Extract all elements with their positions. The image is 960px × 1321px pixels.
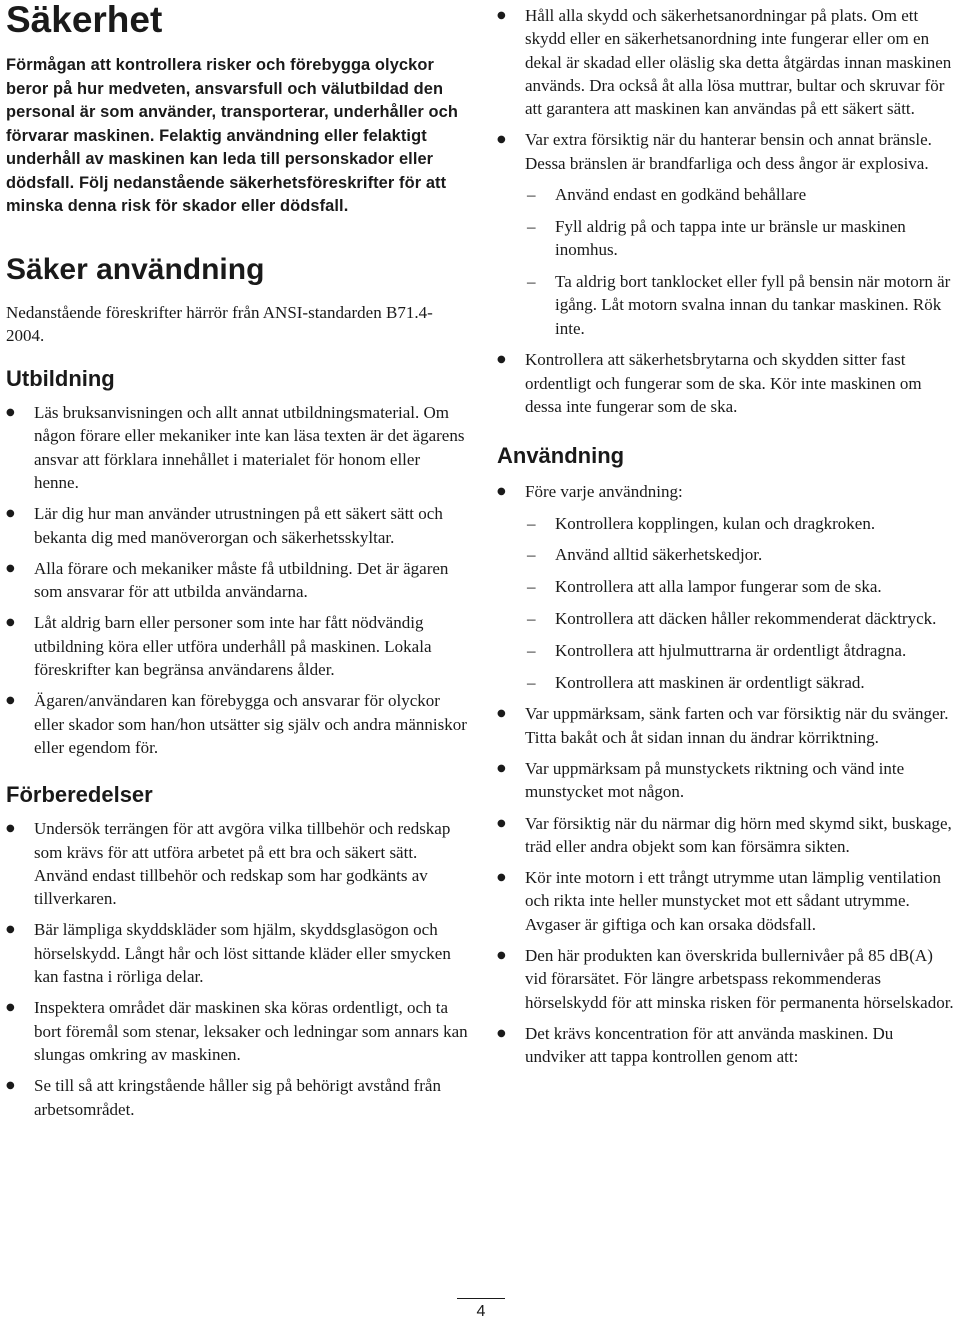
- list-item: ● Lär dig hur man använder utrustningen på ett säkert sätt och bekanta dig med manöverorgan och säkerhetsskyltar.: [6, 504, 443, 547]
- preparation-heading: Förberedelser: [6, 782, 153, 808]
- list-item: ● Bär lämpliga skyddskläder som hjälm, skyddsglasögon och hörselskydd. Långt hår och löst sittande kläder eller smycken kan fastna i rörliga delar.: [6, 920, 451, 987]
- list-item: ● Kör inte motorn i ett trångt utrymme utan lämplig ventilation och rikta inte heller munstycket mot ett sådant utrymme. Avgaser är giftiga och kan orsaka dödsfall.: [497, 868, 941, 934]
- list-item: – Fyll aldrig på och tappa inte ur bränsle ur maskinen inomhus.: [527, 216, 906, 260]
- preparation-list: [6, 817, 468, 1121]
- preparation-final-list: [497, 348, 957, 418]
- list-item: ● Var uppmärksam, sänk farten och var försiktig när du svänger. Titta bakåt och åt sidan innan du ändrar körriktning.: [497, 704, 949, 747]
- right-column: [497, 4, 957, 1076]
- operation-heading: Användning: [497, 443, 625, 469]
- footer-rule: [457, 1298, 505, 1299]
- list-item: – Kontrollera att däcken håller rekommenderat däcktryck.: [527, 608, 937, 628]
- list-item: ● Den här produkten kan överskrida bullernivåer på 85 dB(A) vid förarsätet. För längre arbetspass rekommenderas hörselskydd för att minska risken för permanenta hörselskador.: [497, 946, 954, 1012]
- operation-checks: [497, 512, 957, 694]
- list-item: – Kontrollera att maskinen är ordentligt säkrad.: [527, 672, 865, 692]
- safe-use-text: Nedanstående föreskrifter härrör från ANSI-standarden B71.4-2004.: [6, 302, 433, 345]
- list-item: – Kontrollera att hjulmuttrarna är ordentligt åtdragna.: [527, 640, 907, 660]
- list-item: ● Kontrollera att säkerhetsbrytarna och skydden sitter fast ordentligt och fungerar som de ska. Kör inte maskinen om dessa inte fungerar som de ska.: [497, 350, 922, 416]
- preparation-continued-list: [497, 4, 957, 175]
- list-item: ● Ägaren/användaren kan förebygga och ansvarar för olyckor eller skador som han/hon utsätter sig själv och andra människor eller egendom för.: [6, 691, 467, 757]
- training-list: [6, 401, 468, 759]
- list-item: – Använd endast en godkänd behållare: [527, 185, 807, 205]
- list-item: ● Alla förare och mekaniker måste få utbildning. Det är ägaren som ansvarar för att utbilda användarna.: [6, 558, 449, 602]
- list-item: ● Var uppmärksam på munstyckets riktning och vänd inte munstycket mot någon.: [497, 758, 905, 802]
- fuel-sublist: [497, 183, 957, 340]
- training-heading: Utbildning: [6, 366, 115, 392]
- list-item: ● Före varje användning:: [497, 482, 683, 502]
- list-item: ● Var försiktig när du närmar dig hörn med skymd sikt, buskage, träd eller andra objekt som kan försämra sikten.: [497, 813, 952, 856]
- list-item: ● Håll alla skydd och säkerhetsanordningar på plats. Om ett skydd eller en säkerhetsanordning inte fungerar eller om en dekal är skadad eller oläslig ska detta åtgärdas innan maskinen används. Dra också åt alla lösa muttrar, bultar och skruvar för att garantera att maskinen kan användas på ett säkert sätt.: [497, 6, 952, 119]
- list-item: – Kontrollera kopplingen, kulan och dragkroken.: [527, 513, 876, 533]
- list-item: ● Det krävs koncentration för att använda maskinen. Du undviker att tappa kontrollen genom att:: [497, 1023, 894, 1067]
- operation-list: [497, 702, 957, 1068]
- page-number: 4: [476, 1303, 486, 1320]
- list-item: ● Se till så att kringstående håller sig på behörigt avstånd från arbetsområdet.: [6, 1076, 441, 1119]
- list-item: ● Var extra försiktig när du hanterar bensin och annat bränsle. Dessa bränslen är brandfarliga och dess ångor är explosiva.: [497, 130, 932, 173]
- safe-use-heading: Säker användning: [6, 252, 265, 286]
- left-column: [6, 0, 468, 1129]
- list-item: – Kontrollera att alla lampor fungerar som de ska.: [527, 577, 882, 597]
- list-item: ● Undersök terrängen för att avgöra vilka tillbehör och redskap som krävs för att utföra arbetet på ett bra och säkert sätt. Använd endast tillbehör och redskap som har godkänts av tillverkaren.: [6, 819, 451, 909]
- list-item: ● Läs bruksanvisningen och allt annat utbildningsmaterial. Om någon förare eller mekaniker inte kan läsa texten är det ägarens ansvar att förklara innehållet i materialet för honom eller henne.: [6, 403, 465, 492]
- page-title: Säkerhet: [6, 0, 163, 40]
- intro-text: Förmågan att kontrollera risker och förebygga olyckor beror på hur medveten, ansvarsfull och välutbildad den personal är som använder, transporterar, underhåller och förvarar maskinen. Felaktig användning eller felaktigt underhåll av maskinen kan leda till personskador eller dödsfall. Följ nedanstående säkerhetsföreskrifter för att minska denna risk för skador eller dödsfall.: [6, 56, 458, 215]
- operation-before-list: [497, 480, 957, 503]
- list-item: – Ta aldrig bort tanklocket eller fyll på bensin när motorn är igång. Låt motorn svalna innan du tankar maskinen. Rök inte.: [527, 271, 951, 338]
- list-item: ● Låt aldrig barn eller personer som inte har fått nödvändig utbildning köra eller utföra underhåll på maskinen. Lokala föreskrifter kan begränsa användarens ålder.: [6, 613, 432, 680]
- list-item: – Använd alltid säkerhetskedjor.: [527, 545, 763, 565]
- list-item: ● Inspektera området där maskinen ska köras ordentligt, och ta bort föremål som stenar, leksaker och ledningar som annars kan slungas omkring av maskinen.: [6, 998, 468, 1064]
